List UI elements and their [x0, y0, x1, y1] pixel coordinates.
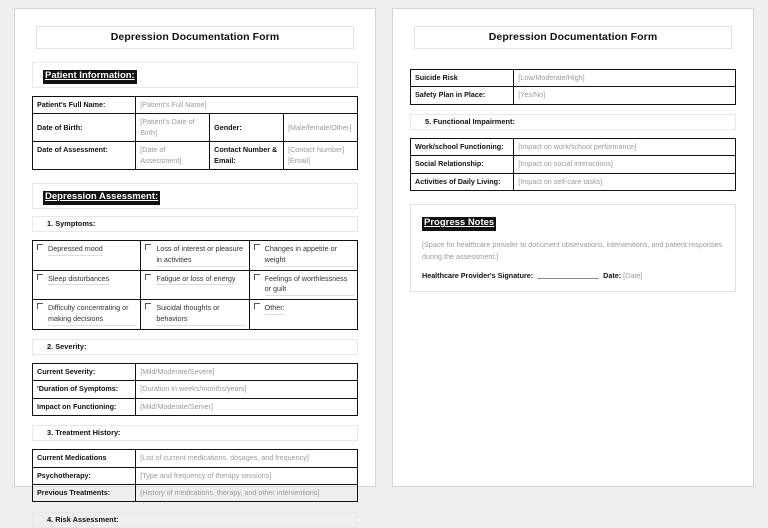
date-value[interactable]: [Date] — [623, 271, 643, 281]
cell-label-date-of-assessment: Date of Assessment: — [33, 142, 136, 170]
cell-value-date-of-assessment[interactable]: [Date of Assessment] — [136, 142, 210, 170]
symptom-label: Suicidal thoughts or behaviors — [156, 303, 245, 326]
subsection-treatment-history-label: 3. Treatment History: — [47, 428, 121, 438]
cell-label-contact: Contact Number & Email: — [210, 142, 284, 170]
checkbox-icon[interactable] — [254, 303, 260, 309]
cell-label-social-relationship: Social Relationship: — [411, 156, 514, 173]
table-row — [411, 138, 736, 155]
risk-assessment-table — [410, 69, 736, 105]
symptom-cell[interactable] — [249, 270, 357, 300]
subsection-risk-assessment — [32, 512, 358, 528]
checkbox-icon[interactable] — [37, 303, 43, 309]
checkbox-icon[interactable] — [145, 303, 151, 309]
cell-value-current-medications[interactable]: [List of current medications, dosages, and frequency] — [136, 450, 358, 467]
symptom-label: Fatigue or loss of energy — [156, 274, 235, 286]
cell-label-safety-plan: Safety Plan in Place: — [411, 87, 514, 104]
cell-value-duration-of-symptoms[interactable]: [Duration in weeks/months/years] — [136, 381, 358, 398]
table-row — [33, 363, 358, 380]
subsection-severity — [32, 339, 358, 355]
checkbox-icon[interactable] — [254, 244, 260, 250]
section-heading-patient-information: Patient Information: — [43, 70, 137, 84]
table-row — [33, 142, 358, 170]
cell-label-suicide-risk: Suicide Risk — [411, 70, 514, 87]
subsection-risk-assessment-label: 4. Risk Assessment: — [47, 515, 119, 525]
symptom-cell[interactable] — [141, 241, 249, 271]
checkbox-icon[interactable] — [145, 244, 151, 250]
section-depression-assessment — [32, 183, 358, 209]
table-row — [33, 270, 358, 300]
symptom-cell[interactable] — [33, 270, 141, 300]
document-page-1 — [14, 8, 376, 525]
cell-value-date-of-birth[interactable]: [Patient's Date of Birth] — [136, 114, 210, 142]
subsection-functional-impairment — [410, 114, 736, 130]
page-title: Depression Documentation Form — [414, 26, 732, 49]
cell-label-patient-name: Patient's Full Name: — [33, 96, 136, 113]
symptom-cell[interactable] — [33, 241, 141, 271]
table-row — [33, 300, 358, 330]
cell-value-contact[interactable]: [Contact Number] [Email] — [284, 142, 358, 170]
cell-label-gender: Gender: — [210, 114, 284, 142]
checkbox-icon[interactable] — [37, 244, 43, 250]
cell-label-activities-of-daily-living: Activities of Daily Living: — [411, 173, 514, 190]
symptom-label: Other: — [265, 303, 285, 315]
table-row — [33, 96, 358, 113]
cell-label-date-of-birth: Date of Birth: — [33, 114, 136, 142]
cell-value-psychotherapy[interactable]: [Type and frequency of therapy sessions] — [136, 467, 358, 484]
symptom-label: Difficulty concentrating or making decisions — [48, 303, 137, 326]
symptom-label: Feelings of worthlessness or guilt — [265, 274, 354, 297]
symptom-cell[interactable] — [33, 300, 141, 330]
table-row — [33, 114, 358, 142]
cell-label-duration-of-symptoms: 'Duration of Symptoms: — [33, 381, 136, 398]
section-patient-information — [32, 62, 358, 88]
page-title: Depression Documentation Form — [36, 26, 354, 49]
checkbox-icon[interactable] — [145, 274, 151, 280]
cell-value-patient-name[interactable]: [Patient's Full Name] — [136, 96, 358, 113]
cell-label-current-severity: Current Severity: — [33, 363, 136, 380]
subsection-symptoms-label: 1. Symptoms: — [47, 219, 96, 229]
symptom-label: Sleep disturbances — [48, 274, 109, 286]
signature-row — [422, 271, 724, 280]
cell-value-social-relationship[interactable]: [Impact on social interactions] — [514, 156, 736, 173]
cell-label-impact-on-functioning: Impact on Functioning: — [33, 398, 136, 415]
cell-label-work-school-functioning: Work/school Functioning: — [411, 138, 514, 155]
subsection-symptoms — [32, 216, 358, 232]
symptom-label: Depressed mood — [48, 244, 103, 256]
cell-value-previous-treatments[interactable]: [History of medications, therapy, and other interventions] — [136, 485, 358, 502]
cell-label-current-medications: Current Medications — [33, 450, 136, 467]
severity-table — [32, 363, 358, 416]
symptoms-checkbox-table — [32, 240, 358, 330]
table-row — [411, 87, 736, 104]
cell-value-work-school-functioning[interactable]: [Impact on work/school performance] — [514, 138, 736, 155]
document-page-2 — [392, 8, 754, 487]
symptom-cell[interactable] — [141, 270, 249, 300]
cell-value-safety-plan[interactable]: [Yes/No] — [514, 87, 736, 104]
cell-label-previous-treatments: Previous Treatments: — [33, 485, 136, 502]
symptom-label: Loss of interest or pleasure in activities — [156, 244, 245, 267]
cell-value-activities-of-daily-living[interactable]: [Impact on self-care tasks] — [514, 173, 736, 190]
cell-label-psychotherapy: Psychotherapy: — [33, 467, 136, 484]
section-heading-depression-assessment: Depression Assessment: — [43, 191, 160, 205]
checkbox-icon[interactable] — [254, 274, 260, 280]
table-row — [411, 173, 736, 190]
table-row — [33, 467, 358, 484]
cell-value-suicide-risk[interactable]: [Low/Moderate/High] — [514, 70, 736, 87]
progress-notes-box — [410, 204, 736, 292]
cell-value-gender[interactable]: [Male/female/Other] — [284, 114, 358, 142]
signature-label: Healthcare Provider's Signature: — [422, 271, 534, 281]
table-row — [411, 156, 736, 173]
progress-notes-placeholder[interactable]: [Space for healthcare provider to document observations, interventions, and patient responses during the assessment.] — [422, 240, 723, 261]
subsection-severity-label: 2. Severity: — [47, 341, 87, 351]
checkbox-icon[interactable] — [37, 274, 43, 280]
cell-value-impact-on-functioning[interactable]: [Mild/Moderate/Server] — [136, 398, 358, 415]
table-row — [33, 450, 358, 467]
table-row — [33, 241, 358, 271]
subsection-functional-impairment-label: 5. Functional Impairment: — [425, 116, 515, 126]
subsection-treatment-history — [32, 425, 358, 441]
symptom-cell[interactable] — [249, 300, 357, 330]
cell-value-current-severity[interactable]: [Mild/Moderate/Severe] — [136, 363, 358, 380]
date-label: Date: — [603, 271, 622, 281]
treatment-history-table — [32, 449, 358, 502]
symptom-cell[interactable] — [249, 241, 357, 271]
symptom-label: Changes in appetite or weight — [265, 244, 354, 267]
section-heading-progress-notes: Progress Notes — [422, 217, 496, 231]
functional-impairment-table — [410, 138, 736, 191]
patient-information-table — [32, 96, 358, 170]
table-row — [33, 398, 358, 415]
table-row — [33, 381, 358, 398]
symptom-cell[interactable] — [141, 300, 249, 330]
table-row — [33, 485, 358, 502]
signature-line[interactable] — [537, 278, 599, 279]
table-row — [411, 70, 736, 87]
